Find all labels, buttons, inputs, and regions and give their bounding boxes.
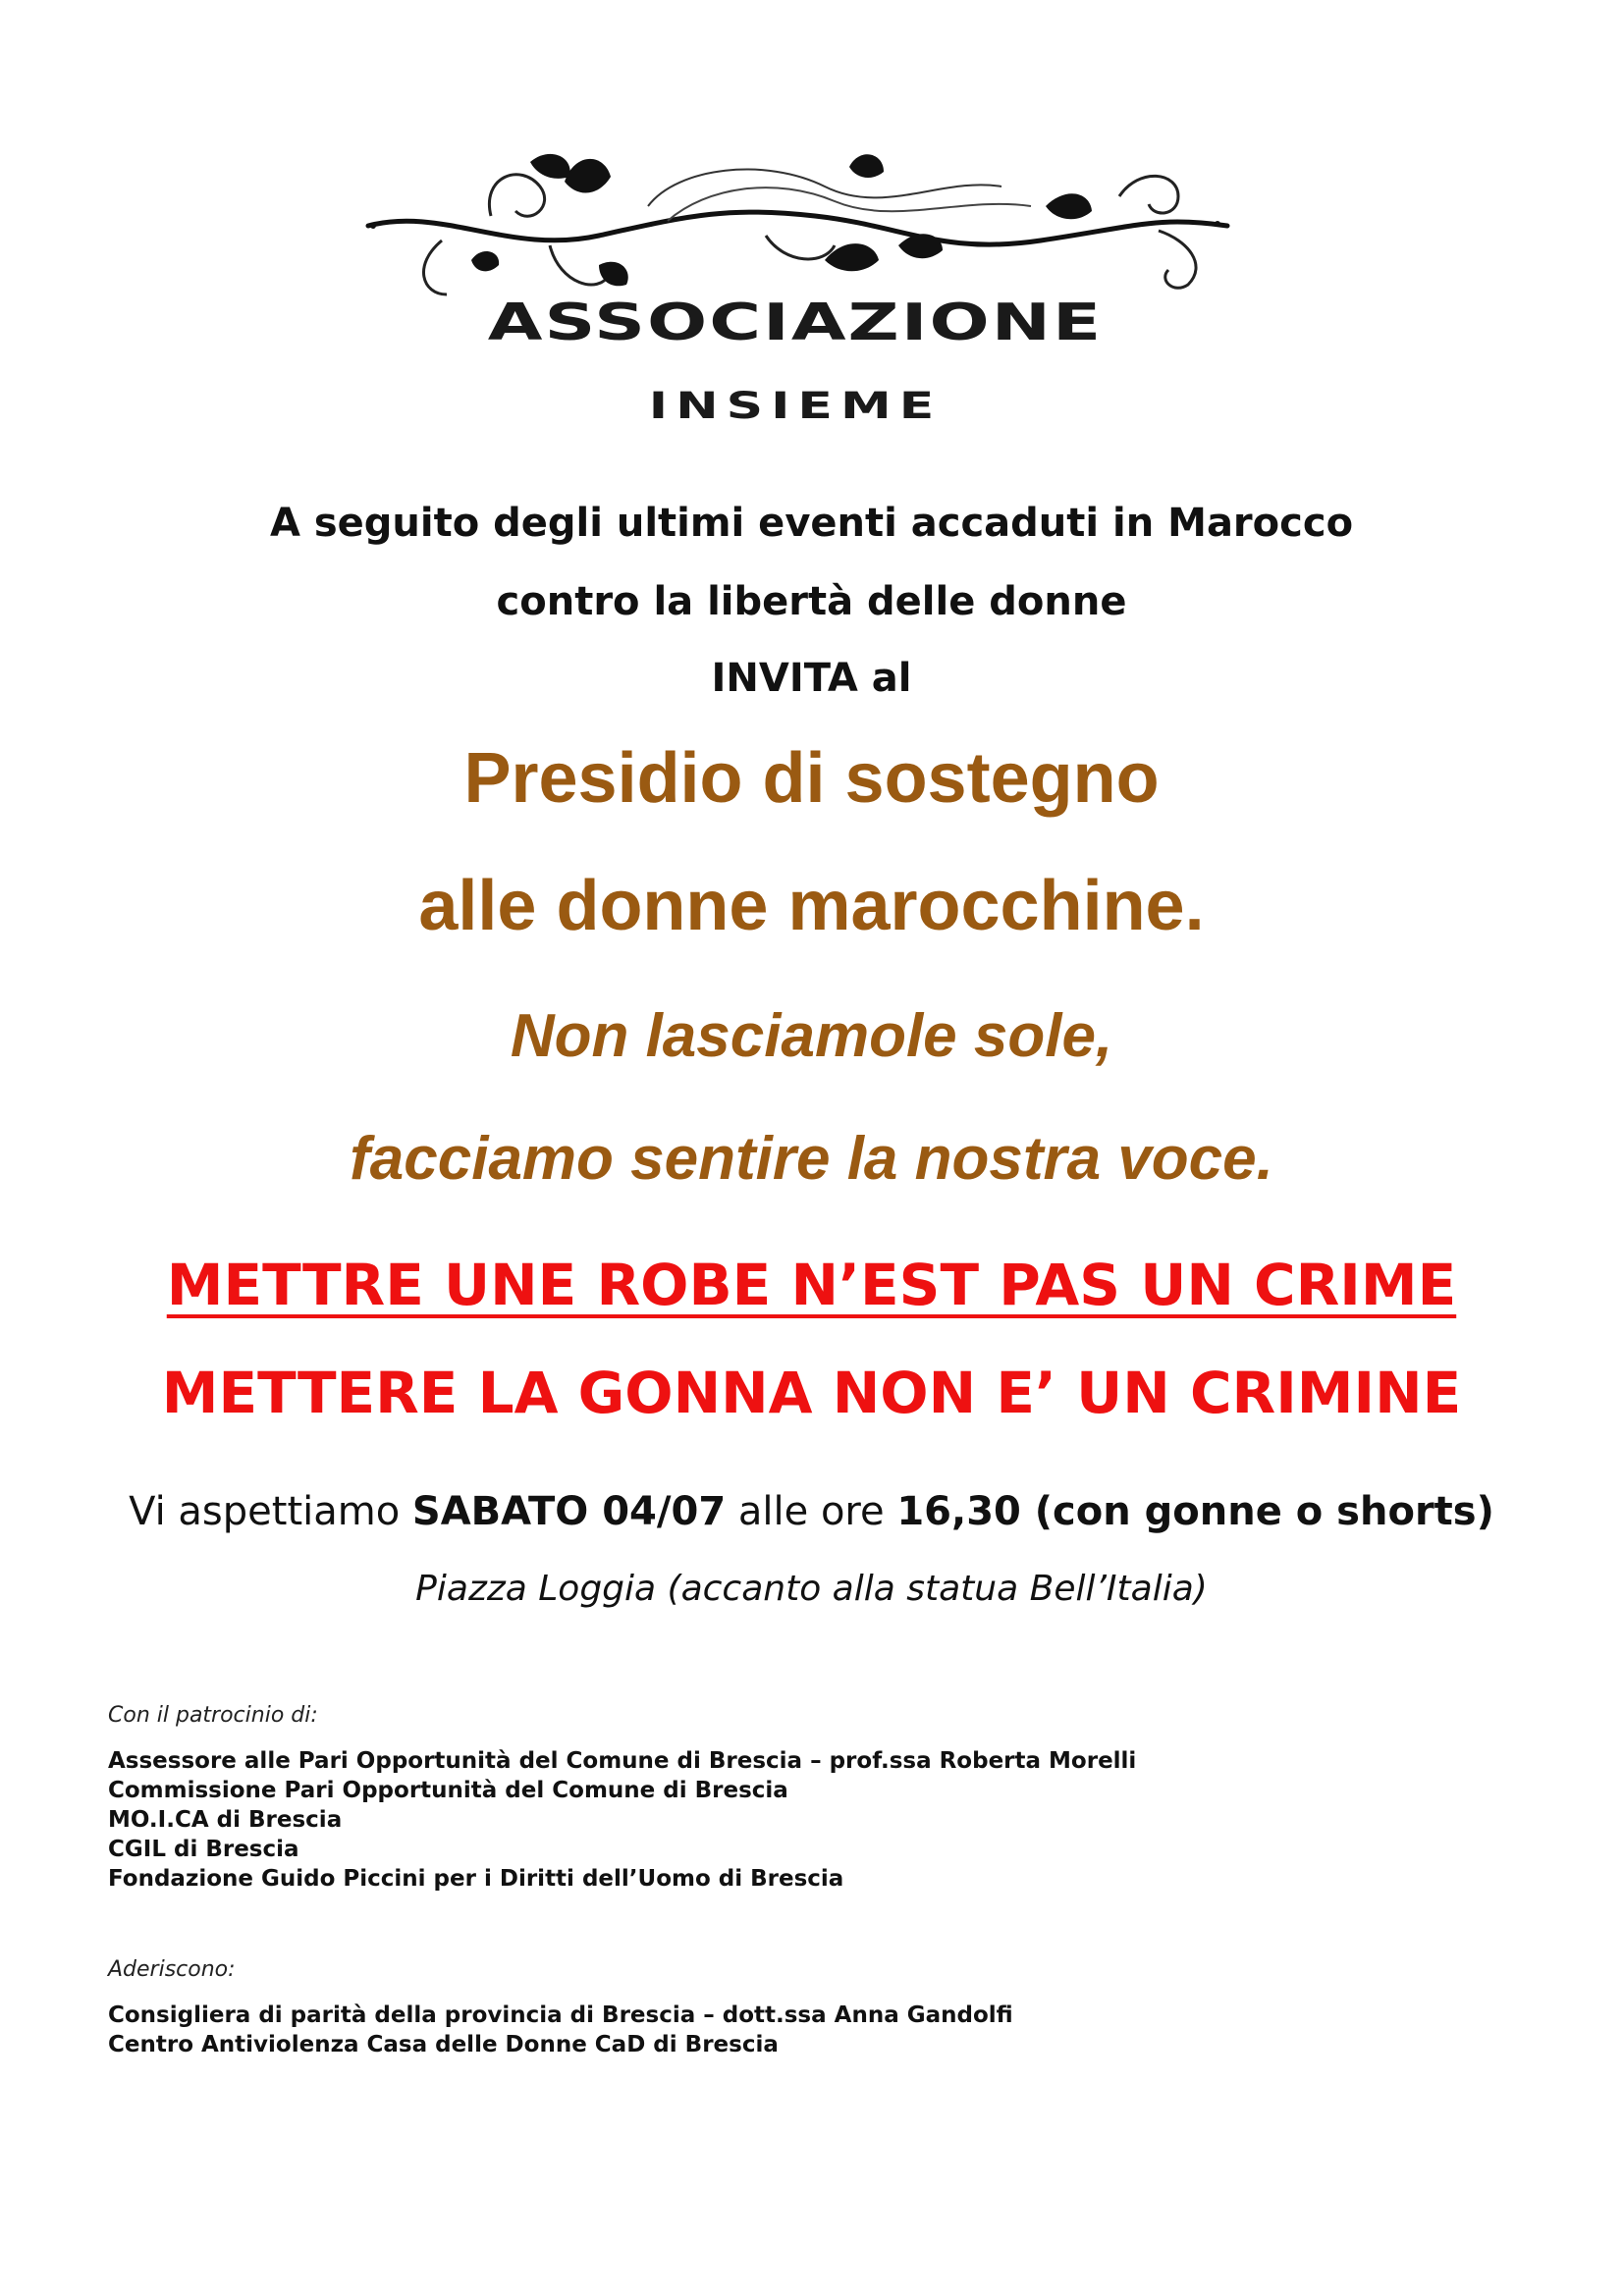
headline-line-2: alle donne marocchine. [418,867,1205,945]
headline-line-1: Presidio di sostegno [463,739,1160,818]
headline-line-4: facciamo sentire la nostra voce. [350,1125,1273,1193]
event-time: 16,30 (con gonne o shorts) [896,1489,1494,1534]
adherents-list [108,2001,1013,2059]
adherent-item: Centro Antiviolenza Casa delle Donne CaD di Brescia [108,2032,779,2057]
slogan-italian: METTERE LA GONNA NON E’ UN CRIMINE [161,1360,1462,1426]
slogan-french: METTRE UNE ROBE N’EST PAS UN CRIME [166,1252,1457,1318]
adherents-label: Aderiscono: [108,1957,236,1982]
intro-line-3: INVITA al [711,656,912,701]
patronage-item: Assessore alle Pari Opportunità del Comune di Brescia – prof.ssa Roberta Morelli [108,1748,1137,1774]
adherent-item: Consigliera di parità della provincia di Brescia – dott.ssa Anna Gandolfi [108,2002,1013,2028]
logo-word-insieme: INSIEME [648,385,943,428]
association-logo [353,147,1237,442]
headline-line-3: Non lasciamole sole, [510,1002,1113,1070]
event-date: SABATO 04/07 [411,1489,727,1534]
intro-line-1: A seguito degli ultimi eventi accaduti in Marocco [269,501,1354,546]
logo-word-associazione: ASSOCIAZIONE [487,293,1104,352]
patronage-list [108,1746,1136,1894]
intro-line-2: contro la libertà delle donne [496,579,1127,624]
event-middle: alle ore [737,1489,885,1534]
patronage-item: Commissione Pari Opportunità del Comune di Brescia [108,1778,788,1803]
event-place: Piazza Loggia (accanto alla statua Bell’Italia) [415,1569,1208,1609]
patronage-label: Con il patrocinio di: [108,1703,318,1728]
patronage-item: CGIL di Brescia [108,1837,299,1862]
patronage-item: Fondazione Guido Piccini per i Diritti dell’Uomo di Brescia [108,1866,844,1892]
event-prefix: Vi aspettiamo [129,1489,401,1534]
event-when [0,1489,1623,1534]
patronage-item: MO.I.CA di Brescia [108,1807,343,1833]
